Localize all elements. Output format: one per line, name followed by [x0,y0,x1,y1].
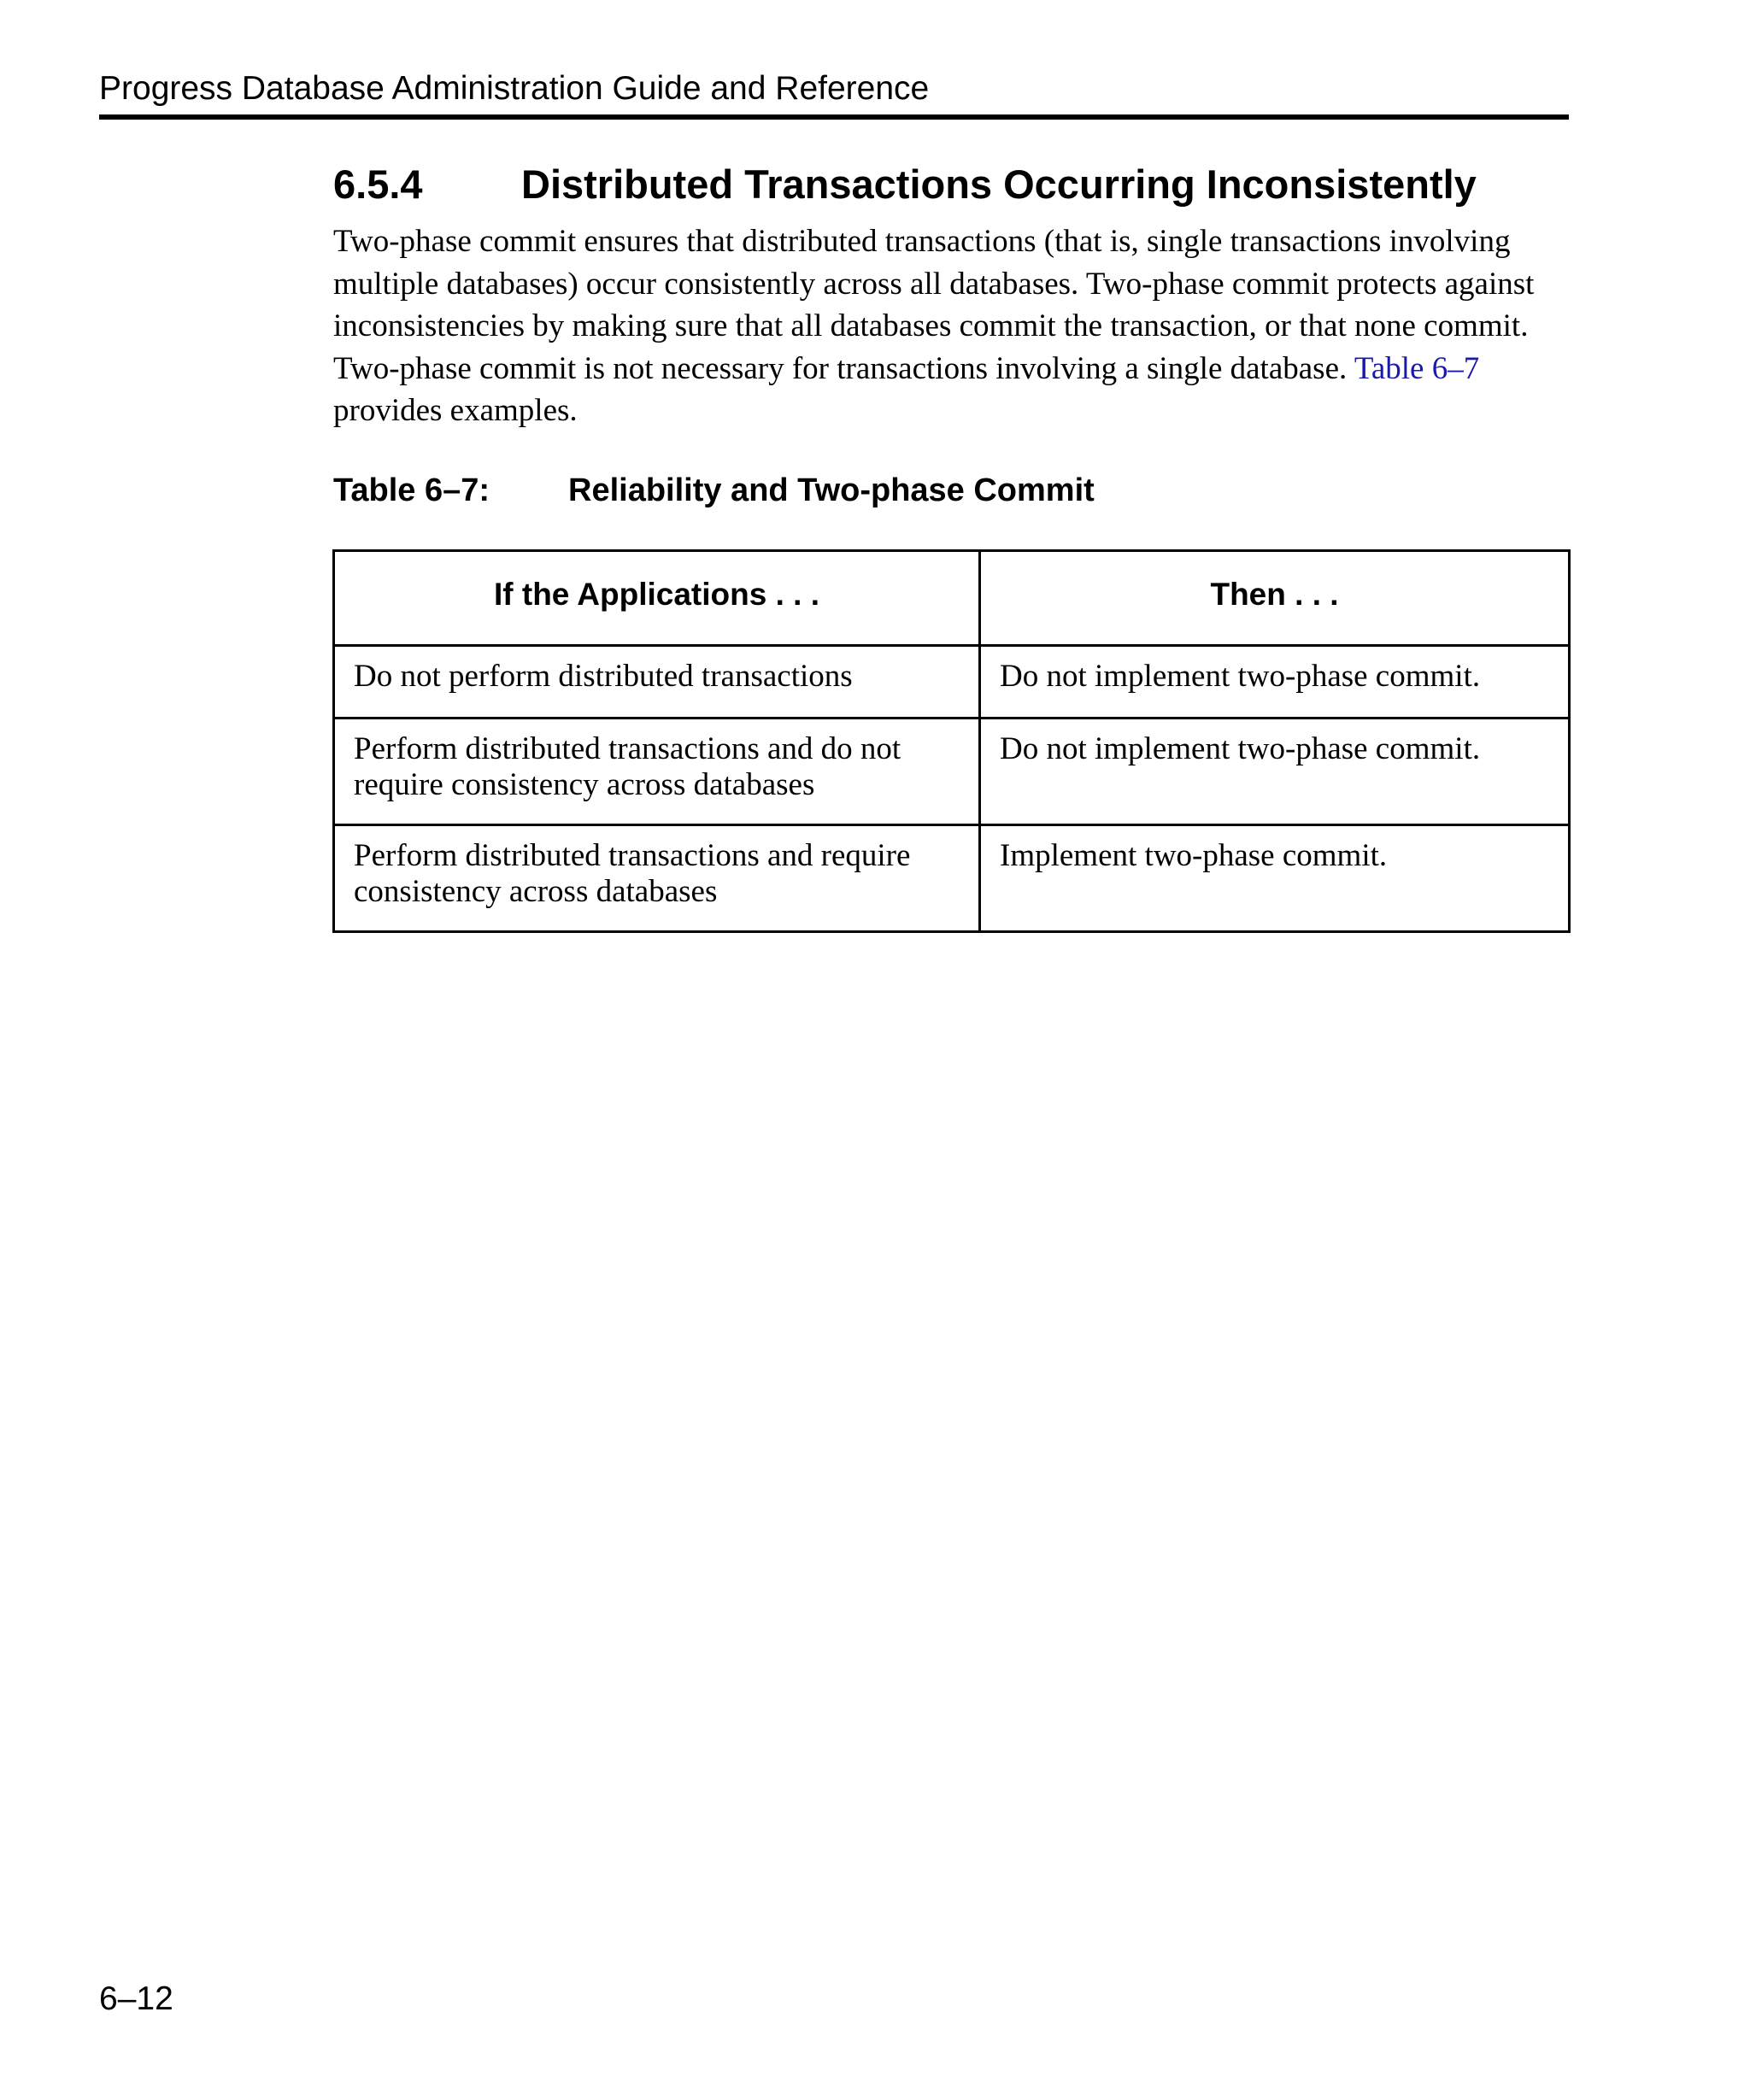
body-text: Two-phase commit ensures that distributed transactions (that is, single transactions involving multiple databases) occur consistently across all databases. Two-phase commit protects against inconsistencies by making sure that all databases commit the transaction, or that none commit. Two-phase commit is not necessary for transactions involving a single database. [333,224,1535,386]
table-header-cell: Then . . . [980,551,1570,646]
table-cell: Perform distributed transactions and do not require consistency across databases [334,719,980,825]
table-cross-reference-link[interactable]: Table 6–7 [1354,350,1480,386]
page-number: 6–12 [99,1980,173,2017]
table-caption-label: Table 6–7: [333,472,490,508]
table-row [334,646,1570,719]
table-cell: Perform distributed transactions and require consistency across databases [334,825,980,932]
section-title: Distributed Transactions Occurring Inconsistently [521,161,1477,207]
table-header-cell: If the Applications . . . [334,551,980,646]
table-row [334,719,1570,825]
body-text-tail: provides examples. [333,393,578,428]
table-cell: Do not implement two-phase commit. [980,646,1570,719]
table-cell: Do not perform distributed transactions [334,646,980,719]
table-caption [333,468,1095,513]
running-header: Progress Database Administration Guide and Reference [99,67,1569,120]
table-header-row [334,551,1570,646]
table-cell: Implement two-phase commit. [980,825,1570,932]
reliability-table [332,549,1571,933]
section-heading [333,159,1477,210]
body-paragraph [333,220,1572,432]
table-row [334,825,1570,932]
section-number: 6.5.4 [333,161,423,207]
table-caption-title: Reliability and Two-phase Commit [568,472,1095,508]
table-cell: Do not implement two-phase commit. [980,719,1570,825]
